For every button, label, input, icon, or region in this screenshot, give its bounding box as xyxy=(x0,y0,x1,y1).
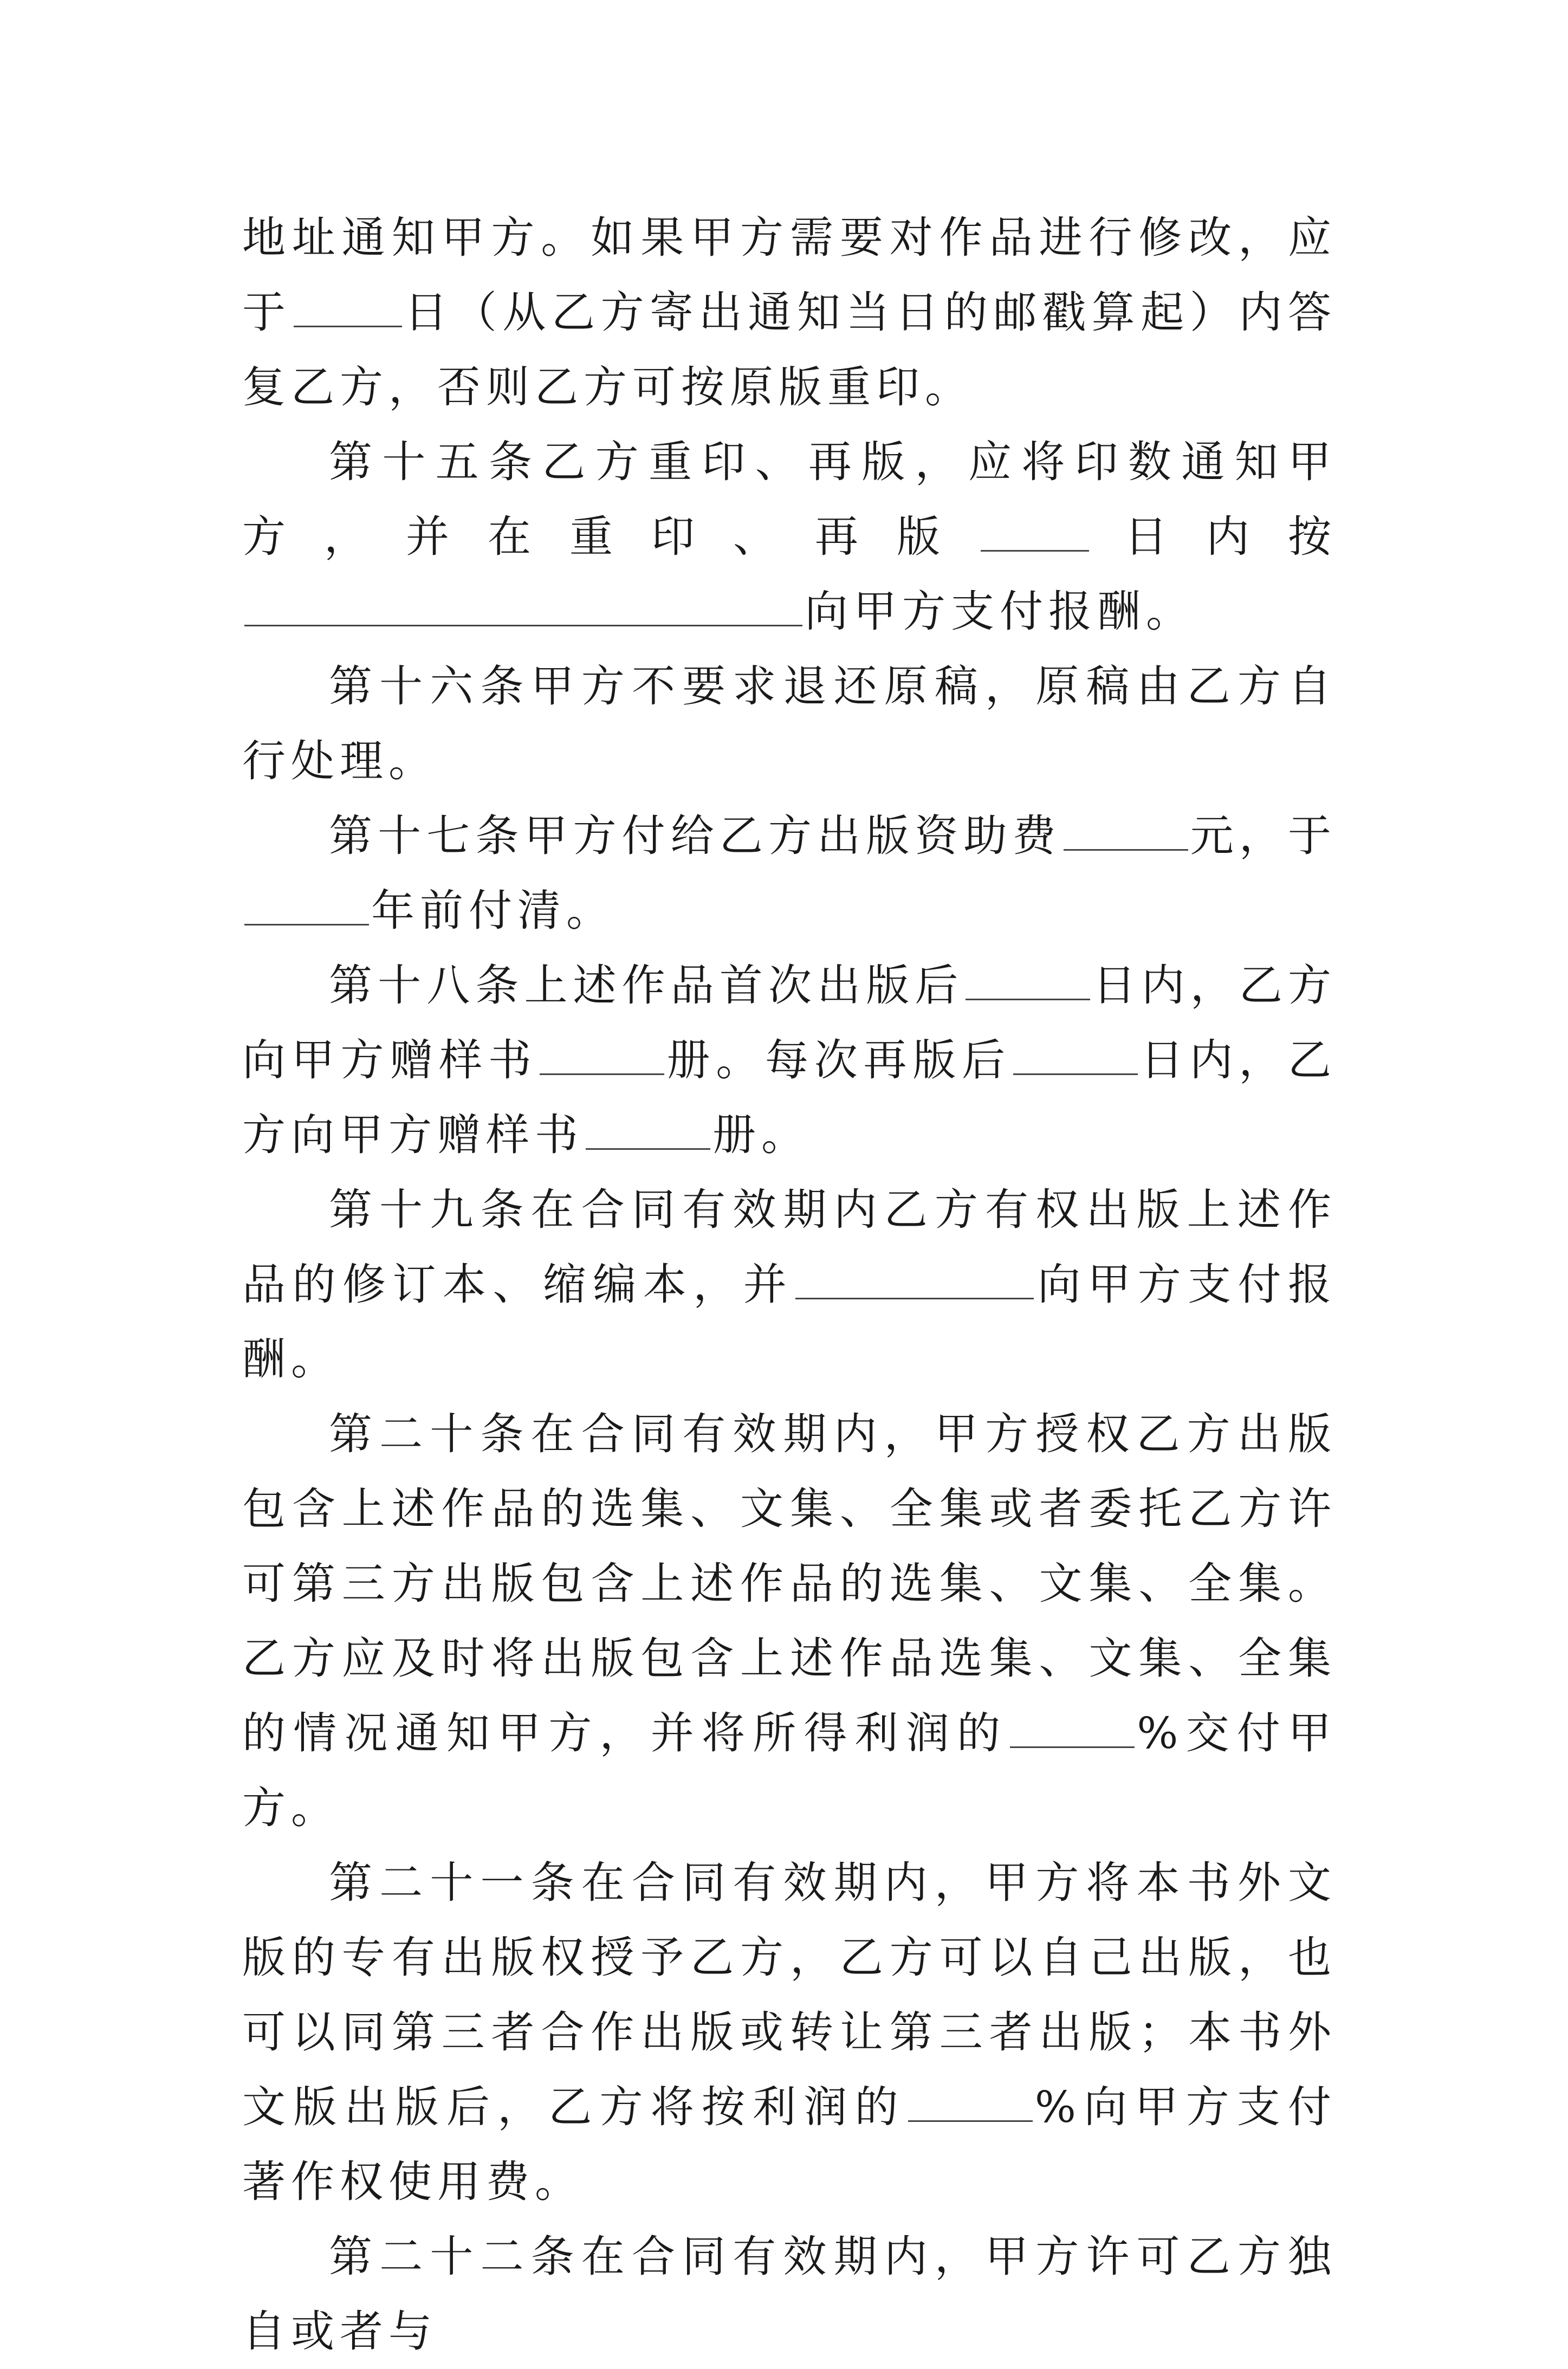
paragraph-p-cont-14 xyxy=(242,200,1337,425)
fill-in-blank xyxy=(1010,1707,1135,1748)
paragraph-text: 年前付清。 xyxy=(371,885,615,936)
paragraph-text: 日（从乙方寄出通知当日的邮戳算起）内答复乙方，否则乙方可按原版重印。 xyxy=(242,287,1337,412)
paragraph-p-17 xyxy=(242,799,1337,948)
paragraph-text: 第二十条在合同有效期内，甲方授权乙方出版包含上述作品的选集、文集、全集或者委托乙方许可第三方出版包含上述作品的选集、文集、全集。乙方应及时将出版包含上述作品选集、文集、全集的情况通知甲方，并将所得利润的 xyxy=(242,1409,1337,1758)
paragraph-text: 向甲方支付报酬。 xyxy=(805,586,1195,637)
paragraph-text: 日内，乙方向甲方赠样书 xyxy=(242,960,1337,1085)
paragraph-text: 日内按 xyxy=(1091,512,1337,562)
fill-in-blank xyxy=(1013,1034,1138,1075)
paragraph-p-16 xyxy=(242,649,1337,799)
paragraph-p-21 xyxy=(242,1846,1337,2219)
paragraph-p-19 xyxy=(242,1173,1337,1397)
fill-in-blank xyxy=(795,1259,1034,1299)
fill-in-blank xyxy=(1064,810,1188,851)
fill-in-blank xyxy=(908,2081,1033,2122)
paragraph-text: 元，于 xyxy=(1190,811,1337,861)
document-body xyxy=(242,200,1337,2369)
paragraph-p-22 xyxy=(242,2219,1337,2369)
paragraph-text: 日内，乙方向甲方赠样书 xyxy=(242,1035,1337,1160)
paragraph-text: 地址通知甲方。如果甲方需要对作品进行修改，应于 xyxy=(242,212,1337,338)
paragraph-text: %向甲方支付著作权使用费。 xyxy=(242,2082,1337,2207)
paragraph-text: 第十五条乙方重印、再版，应将印数通知甲方，并在重印、再版 xyxy=(242,437,1337,562)
fill-in-blank xyxy=(244,586,802,626)
fill-in-blank xyxy=(586,1109,710,1150)
paragraph-text: 第十九条在合同有效期内乙方有权出版上述作品的修订本、缩编本，并 xyxy=(242,1184,1337,1310)
paragraph-text: 第十六条甲方不要求退还原稿，原稿由乙方自行处理。 xyxy=(242,661,1337,786)
paragraph-text: 第十八条上述作品首次出版后 xyxy=(329,960,964,1011)
paragraph-p-18 xyxy=(242,948,1337,1173)
paragraph-text: 册。 xyxy=(712,1110,810,1160)
paragraph-p-20 xyxy=(242,1397,1337,1846)
fill-in-blank xyxy=(244,885,369,925)
paragraph-text: %交付甲方。 xyxy=(242,1708,1337,1833)
paragraph-text: 第二十一条在合同有效期内，甲方将本书外文版的专有出版权授予乙方，乙方可以自己出版，也可以同第三者合作出版或转让第三者出版；本书外文版出版后，乙方将按利润的 xyxy=(242,1857,1337,2132)
paragraph-text: 第二十二条在合同有效期内，甲方许可乙方独自或者与 xyxy=(242,2231,1337,2357)
fill-in-blank xyxy=(540,1034,664,1075)
paragraph-text: 向甲方支付报酬。 xyxy=(242,1259,1337,1384)
paragraph-text: 第十七条甲方付给乙方出版资助费 xyxy=(329,811,1061,861)
fill-in-blank xyxy=(981,511,1089,552)
paragraph-text: 册。每次再版后 xyxy=(666,1035,1011,1085)
fill-in-blank xyxy=(966,960,1090,1000)
paragraph-p-15 xyxy=(242,425,1337,649)
fill-in-blank xyxy=(294,287,402,327)
